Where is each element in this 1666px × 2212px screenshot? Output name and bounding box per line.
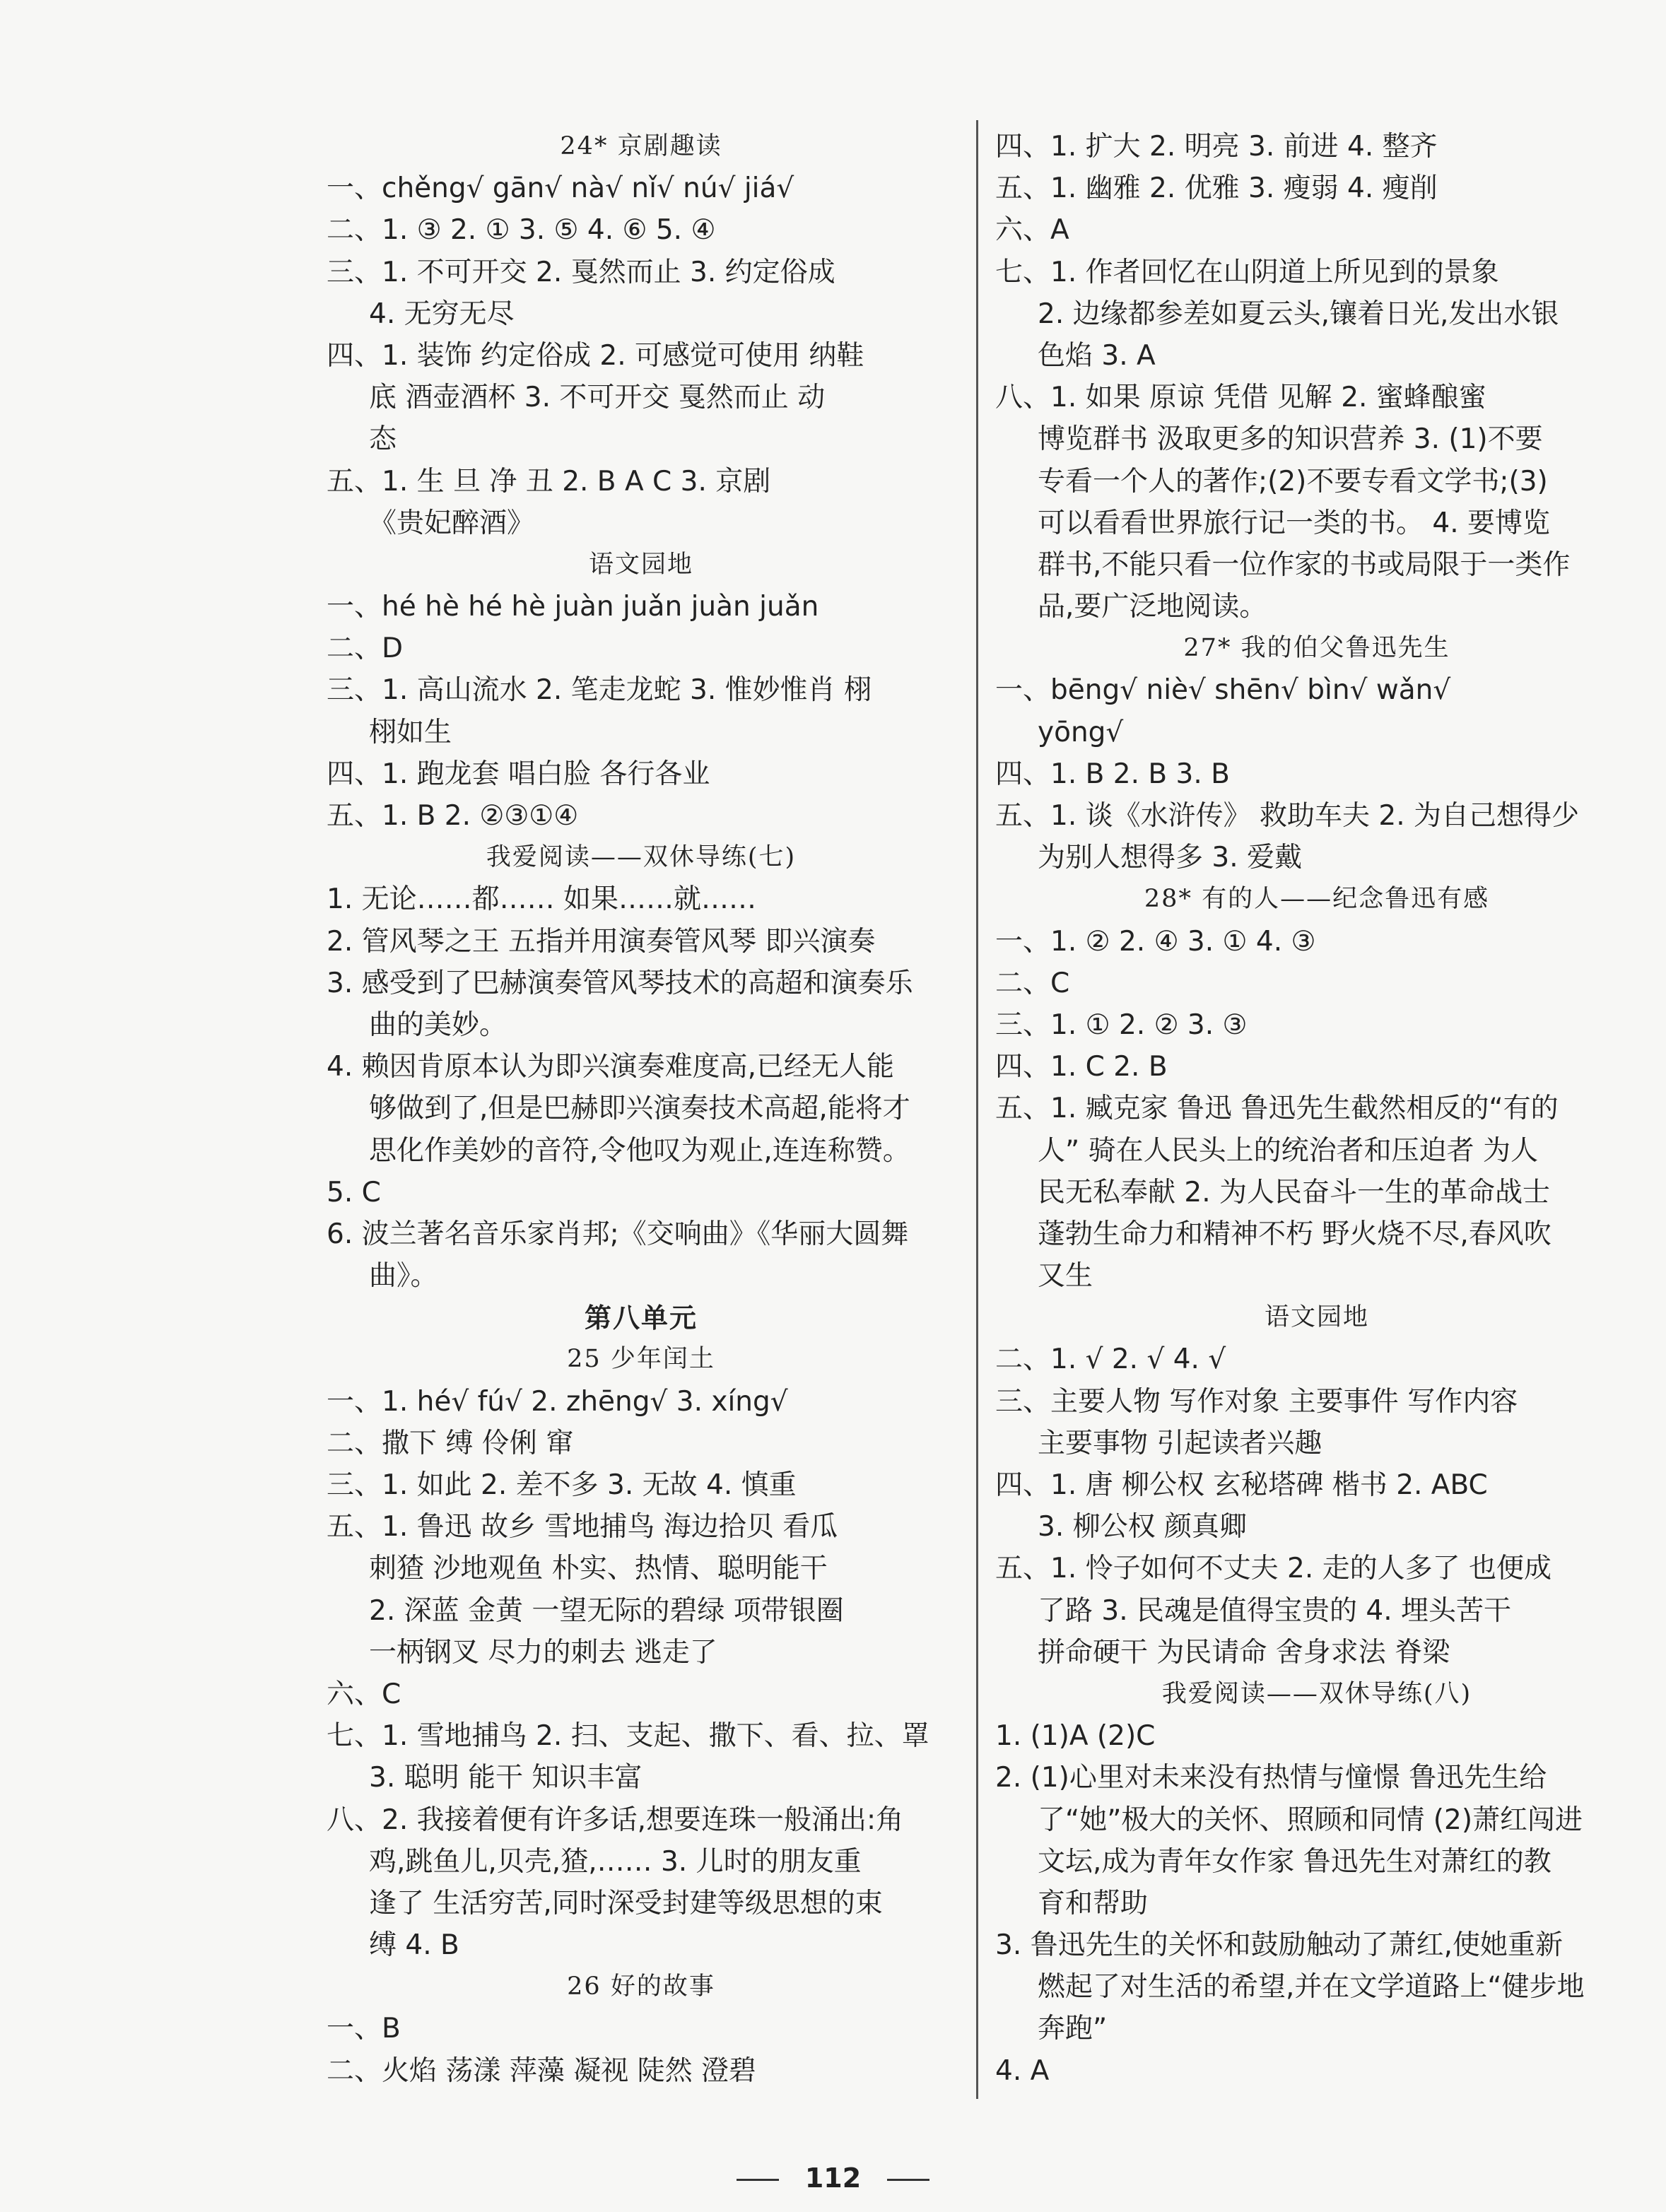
answer-line-continued: 思化作美妙的音符,令他叹为观止,连连称赞。 <box>369 1134 910 1167</box>
section-heading: 24* 京剧趣读 <box>560 132 722 160</box>
answer-line: 一、bēng√ niè√ shēn√ bìn√ wǎn√ <box>995 674 1451 707</box>
page-number: 112 <box>804 2163 862 2194</box>
column-divider <box>976 120 978 2099</box>
section-heading: 25 少年闰土 <box>567 1345 715 1374</box>
answer-line-continued: 3. 聪明 能干 知识丰富 <box>369 1762 643 1794</box>
answer-line-continued: 文坛,成为青年女作家 鲁迅先生对萧红的教 <box>1038 1845 1551 1878</box>
answer-line-continued: 逢了 生活穷苦,同时深受封建等级思想的束 <box>369 1887 883 1919</box>
answer-line: 1. 无论……都…… 如果……就…… <box>327 883 757 916</box>
answer-line-continued: 底 酒壶酒杯 3. 不可开交 戛然而止 动 <box>369 382 826 414</box>
answer-line: 三、1. ① 2. ② 3. ③ <box>995 1008 1248 1041</box>
answer-line-continued: 4. 无穷无尽 <box>369 298 515 330</box>
answer-line: 一、B <box>327 2013 401 2045</box>
answer-line-continued: 鸡,跳鱼儿,贝壳,猹,…… 3. 儿时的朋友重 <box>369 1845 862 1878</box>
answer-line-continued: 了“她”极大的关怀、照顾和同情 (2)萧红闯进 <box>1038 1804 1583 1836</box>
answer-line-continued: 为别人想得多 3. 爱戴 <box>1038 842 1303 874</box>
answer-line: 六、A <box>995 214 1069 247</box>
section-heading: 26 好的故事 <box>567 1972 715 2001</box>
answer-line-continued: 3. 柳公权 颜真卿 <box>1038 1511 1248 1543</box>
answer-line-continued: yōng√ <box>1038 716 1124 748</box>
answer-line-continued: 专看一个人的著作;(2)不要专看文学书;(3) <box>1038 465 1548 498</box>
answer-line: 三、1. 如此 2. 差不多 3. 无故 4. 慎重 <box>327 1469 797 1501</box>
answer-line: 5. C <box>327 1176 381 1208</box>
right-column <box>995 126 1638 2092</box>
answer-line: 3. 鲁迅先生的关怀和鼓励触动了萧红,使她重新 <box>995 1929 1564 1962</box>
answer-line-continued: 态 <box>369 423 397 456</box>
answer-line-continued: 蓬勃生命力和精神不朽 野火烧不尽,春风吹 <box>1038 1218 1551 1250</box>
answer-line-continued: 民无私奉献 2. 为人民奋斗一生的革命战士 <box>1038 1176 1551 1208</box>
answer-line: 八、2. 我接着便有许多话,想要连珠一般涌出:角 <box>327 1804 904 1836</box>
answer-line: 4. A <box>995 2054 1050 2087</box>
answer-line: 二、1. ③ 2. ① 3. ⑤ 4. ⑥ 5. ④ <box>327 214 716 247</box>
answer-line: 四、1. 扩大 2. 明亮 3. 前进 4. 整齐 <box>995 131 1438 163</box>
answer-line-continued: 曲的美妙。 <box>369 1008 508 1041</box>
answer-line: 二、火焰 荡漾 萍藻 凝视 陡然 澄碧 <box>327 2054 756 2087</box>
answer-line: 2. 管风琴之王 五指并用演奏管风琴 即兴演奏 <box>327 925 876 958</box>
answer-line: 四、1. 跑龙套 唱白脸 各行各业 <box>327 758 710 790</box>
section-heading: 28* 有的人——纪念鲁迅有感 <box>1144 885 1490 914</box>
answer-line-continued: 群书,不能只看一位作家的书或局限于一类作 <box>1038 548 1571 581</box>
answer-line-continued: 栩如生 <box>369 716 452 748</box>
answer-line: 七、1. 作者回忆在山阴道上所见到的景象 <box>995 256 1499 288</box>
answer-line-continued: 曲》。 <box>369 1260 438 1293</box>
answer-line-continued: 刺猹 沙地观鱼 朴实、热情、聪明能干 <box>369 1553 828 1585</box>
answer-line-continued: 一柄钢叉 尽力的刺去 逃走了 <box>369 1636 717 1669</box>
answer-line: 4. 赖因肯原本认为即兴演奏难度高,已经无人能 <box>327 1051 895 1083</box>
answer-line: 五、1. 生 旦 净 丑 2. B A C 3. 京剧 <box>327 465 771 498</box>
answer-line-continued: 人” 骑在人民头上的统治者和压迫者 为人 <box>1038 1134 1538 1167</box>
answer-line-continued: 拼命硬干 为民请命 舍身求法 脊梁 <box>1038 1636 1450 1669</box>
answer-line: 二、D <box>327 633 404 665</box>
answer-line: 三、1. 高山流水 2. 笔走龙蛇 3. 惟妙惟肖 栩 <box>327 674 872 707</box>
answer-line: 五、1. 鲁迅 故乡 雪地捕鸟 海边拾贝 看瓜 <box>327 1511 838 1543</box>
answer-line: 三、主要人物 写作对象 主要事件 写作内容 <box>995 1385 1518 1418</box>
unit-heading: 第八单元 <box>584 1302 698 1334</box>
section-heading: 语文园地 <box>1264 1303 1369 1332</box>
answer-line: 一、1. hé√ fú√ 2. zhēng√ 3. xíng√ <box>327 1385 788 1418</box>
answer-line: 四、1. C 2. B <box>995 1051 1168 1083</box>
answer-line-continued: 了路 3. 民魂是值得宝贵的 4. 埋头苦干 <box>1038 1594 1512 1627</box>
answer-line-continued: 品,要广泛地阅读。 <box>1038 591 1267 623</box>
section-heading: 27* 我的伯父鲁迅先生 <box>1183 634 1450 663</box>
section-heading: 我爱阅读——双休导练(七) <box>486 843 797 872</box>
answer-line-continued: 又生 <box>1038 1260 1093 1293</box>
answer-line: 四、1. B 2. B 3. B <box>995 758 1230 790</box>
answer-line: 五、1. 幽雅 2. 优雅 3. 瘦弱 4. 瘦削 <box>995 172 1438 205</box>
answer-line-continued: 主要事物 引起读者兴趣 <box>1038 1427 1322 1459</box>
answer-line-continued: 奔跑” <box>1038 2013 1108 2045</box>
answer-line-continued: 育和帮助 <box>1038 1887 1149 1919</box>
answer-line: 1. (1)A (2)C <box>995 1720 1156 1753</box>
answer-line: 六、C <box>327 1678 401 1710</box>
answer-line: 二、C <box>995 967 1070 999</box>
answer-line: 五、1. 怜子如何不丈夫 2. 走的人多了 也便成 <box>995 1553 1552 1585</box>
answer-line-continued: 《贵妃醉酒》 <box>369 507 535 539</box>
answer-line: 一、chěng√ gān√ nà√ nǐ√ nú√ jiá√ <box>327 172 794 205</box>
answer-line: 三、1. 不可开交 2. 戛然而止 3. 约定俗成 <box>327 256 835 288</box>
answer-line: 二、1. √ 2. √ 4. √ <box>995 1343 1226 1376</box>
answer-line-continued: 够做到了,但是巴赫即兴演奏技术高超,能将才 <box>369 1093 910 1125</box>
section-heading: 语文园地 <box>588 550 693 579</box>
section-heading: 我爱阅读——双休导练(八) <box>1161 1679 1472 1708</box>
footer-dash-right <box>887 2179 929 2181</box>
answer-line-continued: 燃起了对生活的希望,并在文学道路上“健步地 <box>1038 1971 1585 2004</box>
answer-line-continued: 2. 深蓝 金黄 一望无际的碧绿 项带银圈 <box>369 1594 844 1627</box>
answer-line: 八、1. 如果 原谅 凭借 见解 2. 蜜蜂酿蜜 <box>995 382 1486 414</box>
footer-dash-left <box>737 2179 779 2181</box>
answer-line: 四、1. 装饰 约定俗成 2. 可感觉可使用 纳鞋 <box>327 339 864 372</box>
answer-line: 五、1. B 2. ②③①④ <box>327 800 579 832</box>
answer-line: 2. (1)心里对未来没有热情与憧憬 鲁迅先生给 <box>995 1762 1547 1794</box>
page-footer <box>0 2163 1666 2194</box>
answer-line: 一、hé hè hé hè juàn juǎn juàn juǎn <box>327 591 819 623</box>
answer-line-continued: 缚 4. B <box>369 1929 459 1962</box>
answer-line-continued: 博览群书 汲取更多的知识营养 3. (1)不要 <box>1038 423 1543 456</box>
answer-line: 3. 感受到了巴赫演奏管风琴技术的高超和演奏乐 <box>327 967 913 999</box>
answer-line-continued: 色焰 3. A <box>1038 339 1156 372</box>
answer-line: 七、1. 雪地捕鸟 2. 扫、支起、撒下、看、拉、罩 <box>327 1720 929 1753</box>
answer-line: 五、1. 臧克家 鲁迅 鲁迅先生截然相反的“有的 <box>995 1093 1559 1125</box>
answer-line: 二、撒下 缚 伶俐 窜 <box>327 1427 574 1459</box>
answer-line: 五、1. 谈《水浒传》 救助车夫 2. 为自己想得少 <box>995 800 1580 832</box>
answer-line: 一、1. ② 2. ④ 3. ① 4. ③ <box>995 925 1316 958</box>
answer-line-continued: 可以看看世界旅行记一类的书。 4. 要博览 <box>1038 507 1551 539</box>
answer-line: 四、1. 唐 柳公权 玄秘塔碑 楷书 2. ABC <box>995 1469 1488 1501</box>
answer-line-continued: 2. 边缘都参差如夏云头,镶着日光,发出水银 <box>1038 298 1559 330</box>
answer-line: 6. 波兰著名音乐家肖邦;《交响曲》《华丽大圆舞 <box>327 1218 909 1250</box>
left-column <box>327 126 956 2092</box>
